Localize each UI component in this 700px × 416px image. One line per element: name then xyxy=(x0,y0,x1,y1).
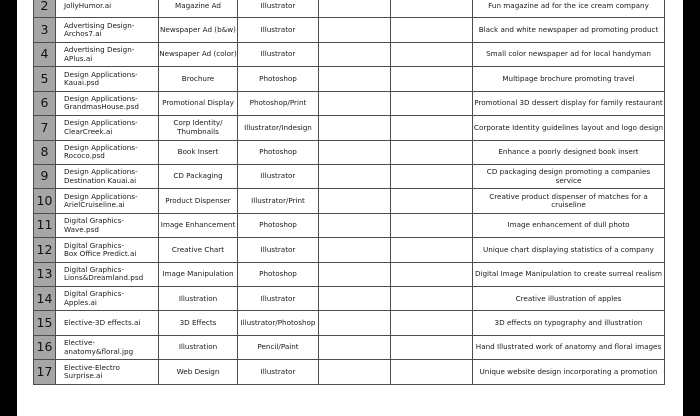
program-cell xyxy=(238,360,319,384)
file-name-cell xyxy=(56,214,159,238)
project-type-cell xyxy=(159,141,238,165)
file-name-cell xyxy=(56,189,159,213)
project-type-cell xyxy=(159,189,238,213)
project-type-cell-line: Web Design xyxy=(176,366,220,376)
table-row xyxy=(33,116,665,140)
file-name-cell-line: Design Applications- xyxy=(64,167,138,177)
file-name-cell xyxy=(56,238,159,262)
table-row xyxy=(33,141,665,165)
project-type-cell xyxy=(159,165,238,189)
project-type-cell-line: Thumbnails xyxy=(177,126,219,136)
program-cell xyxy=(238,238,319,262)
row-number-cell: 4 xyxy=(33,43,56,67)
empty-cell xyxy=(391,92,473,116)
file-name-cell xyxy=(56,263,159,287)
file-name-cell xyxy=(56,0,159,18)
empty-cell xyxy=(391,18,473,42)
table-row xyxy=(33,0,665,18)
file-name-cell-line: Digital Graphics- xyxy=(64,264,124,274)
empty-cell xyxy=(391,287,473,311)
program-cell xyxy=(238,165,319,189)
file-name-cell-line: Advertising Design- xyxy=(64,45,135,55)
empty-cell xyxy=(391,336,473,360)
portfolio-table xyxy=(33,0,665,385)
file-name-cell-line: Advertising Design- xyxy=(64,20,135,30)
file-name-cell-line: Wave.psd xyxy=(64,224,99,234)
empty-cell xyxy=(319,189,391,213)
project-type-cell-line: Image Enhancement xyxy=(160,220,236,230)
table-row xyxy=(33,67,665,91)
description-cell: Unique chart displaying statistics of a company xyxy=(473,238,665,262)
table-row xyxy=(33,336,665,360)
project-type-cell-line: Book Insert xyxy=(177,147,219,157)
empty-cell xyxy=(319,360,391,384)
program-cell-line: Illustrator xyxy=(260,366,296,376)
file-name-cell-line: Apples.ai xyxy=(64,297,97,307)
description-cell: CD packaging design promoting a companies service xyxy=(473,165,665,189)
program-cell xyxy=(238,287,319,311)
program-cell xyxy=(238,141,319,165)
project-type-cell xyxy=(159,287,238,311)
file-name-cell-line: Kauai.psd xyxy=(64,77,100,87)
program-cell-line: Illustrator xyxy=(260,0,296,10)
row-number-cell: 9 xyxy=(33,165,56,189)
description-cell: Creative illustration of apples xyxy=(473,287,665,311)
empty-cell xyxy=(391,141,473,165)
empty-cell xyxy=(391,360,473,384)
description-cell: Multipage brochure promoting travel xyxy=(473,67,665,91)
row-number-cell: 7 xyxy=(33,116,56,140)
file-name-cell xyxy=(56,43,159,67)
project-type-cell-line: Promotional Display xyxy=(162,98,234,108)
empty-cell xyxy=(319,238,391,262)
project-type-cell xyxy=(159,0,238,18)
empty-cell xyxy=(391,238,473,262)
empty-cell xyxy=(319,43,391,67)
project-type-cell xyxy=(159,43,238,67)
file-name-cell-line: GrandmasHouse.psd xyxy=(64,102,139,112)
empty-cell xyxy=(391,165,473,189)
empty-cell xyxy=(391,263,473,287)
empty-cell xyxy=(319,116,391,140)
row-number-cell: 17 xyxy=(33,360,56,384)
empty-cell xyxy=(391,214,473,238)
row-number-cell: 15 xyxy=(33,311,56,335)
program-cell-line: Illustrator/Photoshop xyxy=(240,317,316,327)
description-cell: Digital Image Manipulation to create surreal realism xyxy=(473,263,665,287)
project-type-cell xyxy=(159,263,238,287)
file-name-cell xyxy=(56,336,159,360)
project-type-cell xyxy=(159,311,238,335)
row-number-cell: 11 xyxy=(33,214,56,238)
file-name-cell-line: Elective-3D effects.ai xyxy=(64,317,141,327)
project-type-cell-line: Image Manipulation xyxy=(162,269,234,279)
project-type-cell xyxy=(159,238,238,262)
file-name-cell-line: Elective-Electro Surprise.ai xyxy=(64,362,120,381)
project-type-cell xyxy=(159,67,238,91)
row-number-cell: 5 xyxy=(33,67,56,91)
program-cell xyxy=(238,18,319,42)
program-cell xyxy=(238,43,319,67)
table-row xyxy=(33,263,665,287)
row-number-cell: 16 xyxy=(33,336,56,360)
file-name-cell-line: Archos7.ai xyxy=(64,29,102,39)
empty-cell xyxy=(319,0,391,18)
project-type-cell xyxy=(159,92,238,116)
file-name-cell-line: Design Applications- xyxy=(64,118,138,128)
program-cell xyxy=(238,116,319,140)
table-row xyxy=(33,43,665,67)
file-name-cell-line: Digital Graphics- xyxy=(64,216,124,226)
file-name-cell-line: Box Office Predict.ai xyxy=(64,248,137,258)
program-cell-line: Photoshop xyxy=(259,220,297,230)
program-cell xyxy=(238,67,319,91)
program-cell xyxy=(238,263,319,287)
row-number-cell: 8 xyxy=(33,141,56,165)
program-cell-line: Photoshop xyxy=(259,269,297,279)
table-row xyxy=(33,214,665,238)
empty-cell xyxy=(319,263,391,287)
program-cell-line: Pencil/Paint xyxy=(257,342,299,352)
empty-cell xyxy=(319,336,391,360)
empty-cell xyxy=(319,214,391,238)
file-name-cell-line: Design Applications- xyxy=(64,191,138,201)
file-name-cell xyxy=(56,116,159,140)
program-cell-line: Photoshop/Print xyxy=(249,98,307,108)
program-cell-line: Photoshop xyxy=(259,73,297,83)
table-row xyxy=(33,189,665,213)
program-cell xyxy=(238,0,319,18)
table-row xyxy=(33,92,665,116)
file-name-cell-line: Lions&Dreamland.psd xyxy=(64,273,144,283)
table-row xyxy=(33,287,665,311)
empty-cell xyxy=(391,116,473,140)
file-name-cell-line: Elective-anatomy&floral.jpg xyxy=(64,338,134,356)
program-cell-line: Illustrator xyxy=(260,171,296,181)
row-number-cell: 12 xyxy=(33,238,56,262)
project-type-cell xyxy=(159,116,238,140)
file-name-cell-line: JollyHumor.ai xyxy=(64,0,112,10)
empty-cell xyxy=(319,18,391,42)
row-number-cell: 3 xyxy=(33,18,56,42)
description-cell: Image enhancement of dull photo xyxy=(473,214,665,238)
empty-cell xyxy=(319,92,391,116)
file-name-cell xyxy=(56,141,159,165)
project-type-cell-line: Illustration xyxy=(178,293,218,303)
description-cell: 3D effects on typography and illustration xyxy=(473,311,665,335)
program-cell-line: Illustrator xyxy=(260,49,296,59)
description-cell: Unique website design incorporating a promotion xyxy=(473,360,665,384)
file-name-cell-line: Design Applications- xyxy=(64,69,138,79)
project-type-cell-line: Magazine Ad xyxy=(175,0,221,10)
program-cell-line: Illustrator/Print xyxy=(251,195,305,205)
row-number-cell: 13 xyxy=(33,263,56,287)
file-name-cell-line: Digital Graphics- xyxy=(64,240,124,250)
table-row xyxy=(33,18,665,42)
file-name-cell-line: Design Applications- xyxy=(64,142,138,152)
empty-cell xyxy=(319,67,391,91)
program-cell-line: Illustrator xyxy=(260,293,296,303)
file-name-cell-line: Rococo.psd xyxy=(64,151,105,161)
project-type-cell xyxy=(159,214,238,238)
program-cell-line: Illustrator xyxy=(260,244,296,254)
description-cell: Creative product dispenser of matches for a cruiseline xyxy=(473,189,665,213)
empty-cell xyxy=(391,67,473,91)
project-type-cell-line: Illustration xyxy=(178,342,218,352)
program-cell xyxy=(238,214,319,238)
program-cell-line: Illustrator/Indesign xyxy=(244,122,312,132)
empty-cell xyxy=(319,311,391,335)
empty-cell xyxy=(391,189,473,213)
program-cell xyxy=(238,336,319,360)
project-type-cell-line: Creative Chart xyxy=(171,244,225,254)
file-name-cell xyxy=(56,311,159,335)
project-type-cell-line: Newspaper Ad (b&w) xyxy=(160,24,236,34)
program-cell-line: Illustrator xyxy=(260,24,296,34)
file-name-cell-line: APlus.ai xyxy=(64,53,93,63)
file-name-cell xyxy=(56,287,159,311)
file-name-cell xyxy=(56,92,159,116)
empty-cell xyxy=(319,165,391,189)
table-row xyxy=(33,165,665,189)
description-cell: Enhance a poorly designed book insert xyxy=(473,141,665,165)
row-number-cell: 14 xyxy=(33,287,56,311)
project-type-cell-line: CD Packaging xyxy=(173,171,223,181)
program-cell-line: Photoshop xyxy=(259,147,297,157)
file-name-cell-line: ClearCreek.ai xyxy=(64,126,113,136)
row-number-cell: 2 xyxy=(33,0,56,18)
empty-cell xyxy=(391,311,473,335)
project-type-cell-line: Brochure xyxy=(181,73,215,83)
project-type-cell xyxy=(159,18,238,42)
empty-cell xyxy=(391,0,473,18)
row-number-cell: 6 xyxy=(33,92,56,116)
table-row xyxy=(33,238,665,262)
description-cell: Small color newspaper ad for local handyman xyxy=(473,43,665,67)
file-name-cell xyxy=(56,360,159,384)
table-row xyxy=(33,360,665,384)
project-type-cell-line: Corp Identity/ xyxy=(173,118,223,128)
empty-cell xyxy=(319,141,391,165)
project-type-cell-line: Newspaper Ad (color) xyxy=(159,49,237,59)
program-cell xyxy=(238,92,319,116)
project-type-cell xyxy=(159,336,238,360)
description-cell: Black and white newspaper ad promoting product xyxy=(473,18,665,42)
project-type-cell-line: Product Dispenser xyxy=(165,195,231,205)
project-type-cell-line: 3D Effects xyxy=(179,317,217,327)
program-cell xyxy=(238,189,319,213)
file-name-cell-line: Digital Graphics- xyxy=(64,289,124,299)
program-cell xyxy=(238,311,319,335)
file-name-cell-line: Destination Kauai.ai xyxy=(64,175,137,185)
description-cell: Corporate Identity guidelines layout and logo design xyxy=(473,116,665,140)
description-cell: Hand Illustrated work of anatomy and floral images xyxy=(473,336,665,360)
file-name-cell xyxy=(56,18,159,42)
description-cell: Promotional 3D dessert display for family restaurant xyxy=(473,92,665,116)
file-name-cell xyxy=(56,165,159,189)
empty-cell xyxy=(319,287,391,311)
file-name-cell-line: ArielCruiseline.ai xyxy=(64,200,125,210)
description-cell: Fun magazine ad for the ice cream company xyxy=(473,0,665,18)
row-number-cell: 10 xyxy=(33,189,56,213)
file-name-cell-line: Design Applications- xyxy=(64,93,138,103)
empty-cell xyxy=(391,43,473,67)
project-type-cell xyxy=(159,360,238,384)
file-name-cell xyxy=(56,67,159,91)
table-row xyxy=(33,311,665,335)
